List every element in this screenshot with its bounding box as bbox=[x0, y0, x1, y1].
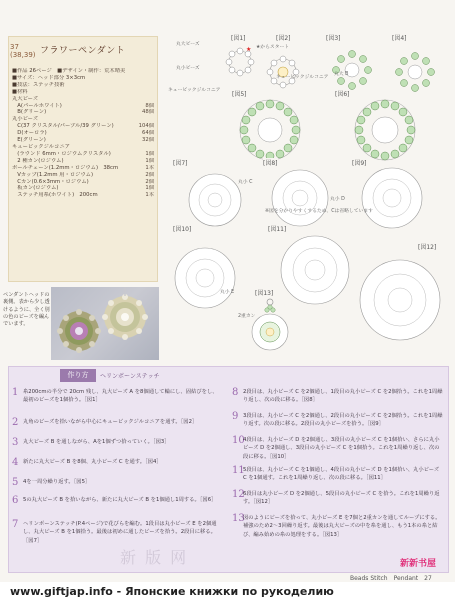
figure-12-label: [図12] bbox=[418, 244, 437, 251]
figure-2-label: [図2] bbox=[276, 35, 291, 42]
step-number: 10 bbox=[232, 435, 245, 446]
step-text: 4段目は、丸小ビーズ D を2個通し、3段目の丸小ビーズ C を1個拾い、さらに丸小ビーズ D を2個通し、3段目の丸小ビーズ C を1個拾う。これを1周繰り返し、次の段に移る。［図10］ bbox=[243, 437, 440, 460]
figure-10 bbox=[175, 248, 235, 308]
material-row bbox=[12, 130, 154, 137]
figure-5-label: [図5] bbox=[232, 91, 247, 98]
material-row bbox=[12, 75, 154, 82]
material-qty: 32個 bbox=[141, 137, 154, 144]
figure-10-label: [図10] bbox=[173, 226, 192, 233]
material-name: 板カン(ロジウム) bbox=[12, 185, 59, 192]
legend-large-bead: 丸大ビーズ bbox=[176, 42, 200, 47]
material-name: 丸小ビーズ bbox=[12, 116, 39, 123]
step-text: 図のようにビーズを拾って、丸小ビーズ E を7個と2重カンを通してループにする。補強のため2～3回繰り返す。最後は丸大ビーズの中を糸を通し、もう1本の糸と結び、編み始めの糸の処理をする。［図13］ bbox=[243, 515, 441, 538]
watermark: 新 版 网 bbox=[120, 548, 189, 567]
instructions-tab: 作り方 bbox=[60, 369, 96, 382]
instruction-step bbox=[12, 520, 222, 545]
figure-7-label: [図7] bbox=[173, 160, 188, 167]
label-ring: 2重カン bbox=[238, 314, 256, 319]
material-row bbox=[12, 144, 154, 151]
figure-4 bbox=[396, 53, 435, 92]
instruction-step bbox=[12, 478, 222, 488]
label-large-b: 丸大 B bbox=[334, 72, 349, 77]
instruction-step bbox=[12, 458, 222, 468]
figure-11-label: [図11] bbox=[268, 226, 287, 233]
material-row bbox=[12, 172, 154, 179]
material-name: ■技法：ステッチ技術 bbox=[12, 81, 65, 88]
pattern-title: フラワーペンダント bbox=[40, 46, 126, 56]
material-name: (ラウンド 6mm・ロジウムクリスタル) bbox=[12, 150, 111, 157]
instruction-step bbox=[232, 412, 444, 429]
material-name: ■サイズ：ヘッド部分 3×3cm bbox=[12, 74, 86, 81]
material-qty: 1個 bbox=[145, 150, 154, 157]
svg-text:★: ★ bbox=[246, 46, 252, 53]
material-row bbox=[12, 158, 154, 165]
step-text: 丸角のビーズを拾いながら中心にキュービックジルコニアを通す。［図2］ bbox=[23, 419, 198, 425]
step-number: 13 bbox=[232, 513, 245, 524]
figure-7 bbox=[189, 174, 241, 226]
material-name: D(オーロラ) bbox=[12, 130, 47, 137]
legend-small-bead: 丸小ビーズ bbox=[176, 66, 200, 71]
label-small-c: 丸小 C bbox=[238, 180, 253, 185]
figure-12 bbox=[360, 260, 440, 340]
material-qty: 1本 bbox=[145, 192, 154, 199]
pattern-header bbox=[10, 43, 150, 59]
step-text: 5の丸大ビーズ B を拾いながら、新たに丸大ビーズ B を1個通し1周する。［図6］ bbox=[23, 497, 217, 503]
step-text: 4を一周分繰り返す。［図5］ bbox=[23, 479, 91, 485]
instruction-step bbox=[232, 388, 444, 405]
instruction-step bbox=[232, 514, 444, 539]
step-number: 12 bbox=[232, 489, 245, 500]
material-qty: 2個 bbox=[145, 178, 154, 185]
pattern-number: 37 bbox=[10, 43, 19, 51]
label-small-e: 丸小 E bbox=[220, 290, 235, 295]
material-row bbox=[12, 123, 154, 130]
step-number: 7 bbox=[12, 519, 19, 530]
material-row bbox=[12, 103, 154, 110]
diagrams bbox=[160, 30, 450, 366]
material-row bbox=[12, 116, 154, 123]
figure-3-label: [図3] bbox=[326, 35, 341, 42]
figure-8 bbox=[272, 170, 328, 226]
instruction-step bbox=[232, 466, 444, 483]
step-number: 11 bbox=[232, 465, 245, 476]
material-row bbox=[12, 96, 154, 103]
label-small-d: 丸小 D bbox=[330, 197, 345, 202]
figure-8-label: [図8] bbox=[263, 160, 278, 167]
step-text: 糸200cmの半分で 20cm 残し、丸大ビーズ A を8個通して輪にし、固結びをし、最初のビーズを1個拾う。［図1］ bbox=[23, 389, 218, 404]
step-text: 2段目は、丸小ビーズ C を2個通し、1段目の丸小ビーズ C を2個拾う。これを1周繰り返し、次の段に移る。［図8］ bbox=[243, 389, 443, 404]
material-row bbox=[12, 151, 154, 158]
step-number: 4 bbox=[12, 457, 19, 468]
page-footer: Beads Stitch Pendant 27 bbox=[350, 575, 432, 582]
step-text: ヘリンボーンステッチ(P.4ページ)で花びらを編む。1段目は丸小ビーズ E を2個通し、丸大ビーズ B を1個拾う。最後は初めに通したビーズを拾う。2段目に移る。［図7］ bbox=[23, 521, 217, 544]
step-number: 6 bbox=[12, 495, 19, 506]
figure-6 bbox=[355, 100, 415, 160]
start-note: ★からスタート bbox=[256, 45, 290, 50]
material-qty: 48個 bbox=[141, 109, 154, 116]
instruction-step bbox=[12, 438, 222, 448]
material-name: キュービックジルコニア bbox=[12, 143, 70, 150]
material-name: 2 種カン(ロジウム) bbox=[12, 157, 64, 164]
figure-8-note: ※図を分かりやすくするため、Cは省略しています bbox=[265, 209, 373, 214]
material-qty: 104個 bbox=[138, 123, 154, 130]
figure-4-label: [図4] bbox=[392, 35, 407, 42]
step-number: 1 bbox=[12, 387, 19, 398]
step-text: 新たに丸大ビーズ B を8個、丸小ビーズ C を通す。［図4］ bbox=[23, 459, 162, 465]
step-number: 5 bbox=[12, 477, 19, 488]
material-row bbox=[12, 179, 154, 186]
material-row bbox=[12, 82, 154, 89]
pendant-photo bbox=[51, 287, 159, 360]
zirconia-label: キュービックジルコニア bbox=[276, 75, 329, 80]
figure-2 bbox=[267, 56, 299, 88]
material-row bbox=[12, 137, 154, 144]
instructions-subtitle: ヘリンボーンステッチ bbox=[100, 373, 160, 380]
material-name: 丸大ビーズ bbox=[12, 95, 39, 102]
material-name: E(グリーン) bbox=[12, 137, 46, 144]
figure-6-label: [図6] bbox=[335, 91, 350, 98]
material-name: C(37 クリスタル/パープル/39 グリーン) bbox=[12, 123, 114, 130]
figure-13 bbox=[252, 299, 288, 350]
legend-zirconia: キュービックジルコニア bbox=[168, 88, 221, 93]
logo: 新新书屋 bbox=[400, 559, 437, 569]
material-name: A(パールホワイト) bbox=[12, 102, 62, 109]
material-name: B(グリーン) bbox=[12, 109, 47, 116]
instruction-step bbox=[232, 436, 444, 461]
material-qty: 64個 bbox=[141, 130, 154, 137]
step-number: 3 bbox=[12, 437, 19, 448]
material-row bbox=[12, 89, 154, 96]
instruction-step bbox=[12, 496, 222, 506]
material-qty: 2個 bbox=[145, 171, 154, 178]
figure-1 bbox=[226, 46, 254, 76]
material-name: ボールチェーン(1.2mm・ロジウム) 38cm bbox=[12, 164, 119, 171]
material-row bbox=[12, 192, 154, 199]
material-name: ■材料 bbox=[12, 88, 28, 95]
step-number: 2 bbox=[12, 417, 19, 428]
step-text: 丸大ビーズ B を通しながら、Aを1個ずつ拾っていく。［図3］ bbox=[23, 439, 170, 445]
material-row bbox=[12, 165, 154, 172]
material-qty: 1個 bbox=[145, 157, 154, 164]
material-name: ■作品 26ページ ■デザイン・制作：荒木晴美 bbox=[12, 68, 126, 74]
material-qty: 8個 bbox=[145, 102, 154, 109]
materials-list bbox=[12, 68, 154, 199]
step-number: 8 bbox=[232, 387, 239, 398]
step-text: 6段目は丸小ビーズ D を2個通し、5段目の丸小ビーズ C を拾う。これを1周繰り返す。［図12］ bbox=[243, 491, 440, 506]
photo-caption: ペンダントヘッドの裏側。表から少し透けるように、全く別の色のビーズを編んでいます。 bbox=[3, 292, 50, 328]
material-name: ステッチ用糸(ホワイト) 200cm bbox=[12, 192, 98, 199]
figure-13-label: [図13] bbox=[255, 290, 274, 297]
figure-1-label: [図1] bbox=[231, 35, 246, 42]
instruction-step bbox=[12, 418, 222, 428]
material-name: Vカップ(1.2mm 用・ロジウム) bbox=[12, 171, 94, 178]
figure-11 bbox=[281, 236, 349, 304]
material-row bbox=[12, 109, 154, 116]
instruction-step bbox=[232, 490, 444, 507]
material-qty: 1個 bbox=[145, 185, 154, 192]
figure-9 bbox=[362, 168, 422, 228]
instruction-step bbox=[12, 388, 222, 405]
material-row bbox=[12, 68, 154, 75]
step-text: 3段目は、丸小ビーズ C を2個通し、2段目の丸小ビーズ C を2個拾う。これを1周繰り返す。次の段に移る。2段目の丸小ビーズを拾う。［図9］ bbox=[243, 413, 443, 428]
step-number: 9 bbox=[232, 411, 239, 422]
step-text: 5段目は、丸小ビーズ C を1個通し、4段目の丸小ビーズ D を1個拾い、丸小ビーズ C を1個通す。これを1周繰り返し、次の段に移る。［図11］ bbox=[243, 467, 440, 482]
figure-9-label: [図9] bbox=[352, 160, 367, 167]
material-row bbox=[12, 185, 154, 192]
material-qty: 1本 bbox=[145, 164, 154, 171]
figure-5 bbox=[240, 100, 300, 160]
pendant-photo-image bbox=[51, 287, 159, 360]
material-name: Cカン(0.6×3mm・ロジウム) bbox=[12, 178, 89, 185]
pattern-page-ref: (38,39) bbox=[10, 51, 36, 59]
site-footer-text: www.giftjap.info - Японские книжки по рукоделию bbox=[10, 585, 334, 598]
